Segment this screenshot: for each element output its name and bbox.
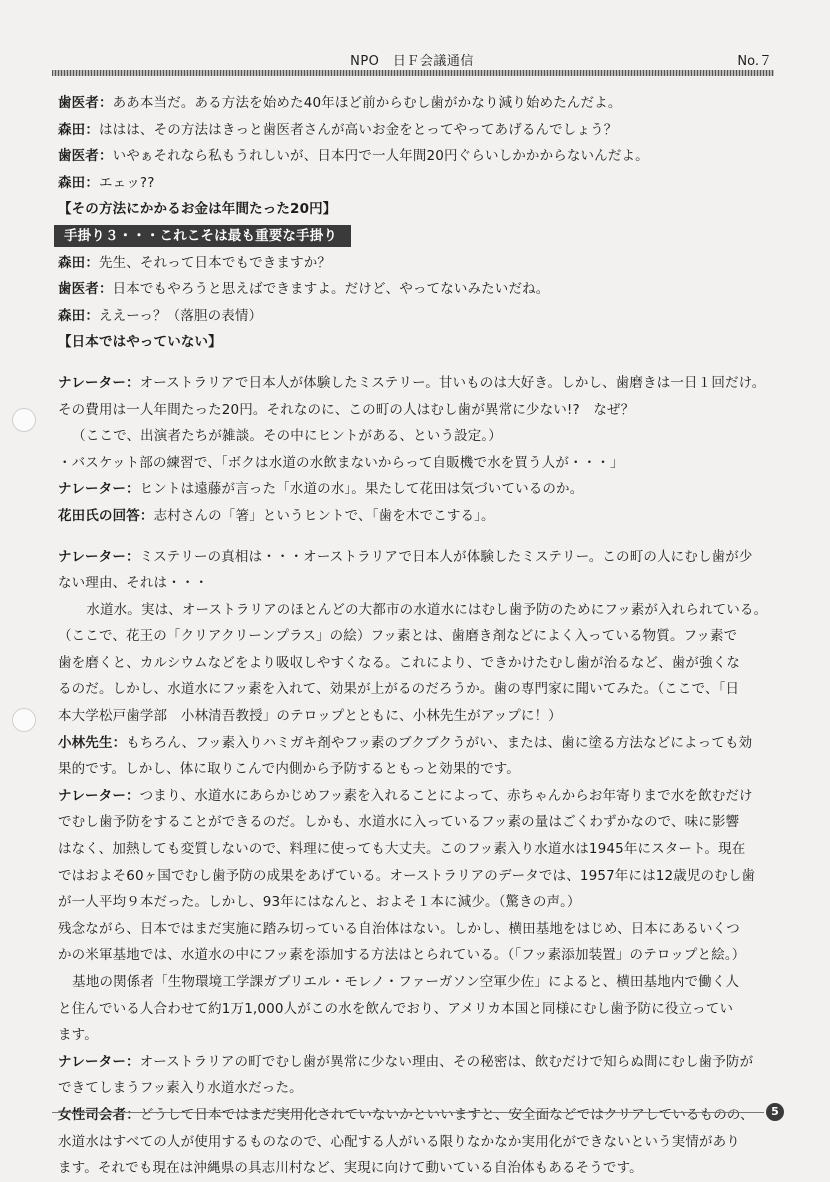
narration-line: 歯を磨くと、カルシウムなどをより吸収しやすくなる。これにより、できかけたむし歯が治るなど、歯が強くな [58,654,741,671]
basket-line: ・バスケット部の練習で、「ボクは水道の水飲まないからって自販機で水を買う人が・・・」 [58,454,624,471]
narration-line: ナレーター：つまり、水道水にあらかじめフッ素を入れることによって、赤ちゃんからお年寄りまで水を飲むだけ [58,787,753,804]
newsletter-title: NPO 日Ｆ会議通信 [350,54,474,69]
hanada-answer: 花田氏の回答：志村さんの「箸」というヒントで、「歯を木でこする」。 [58,507,495,524]
narration-line: できてしまうフッ素入り水道水だった。 [58,1080,303,1097]
narration-line: ではおよそ60ヶ国でむし歯予防の成果をあげている。オーストラリアのデータでは、1957年には12歳児のむし歯 [58,867,756,884]
narration-line: （ここで、出演者たちが雑談。その中にヒントがある、という設定。） [72,428,502,445]
kobayashi-line: 小林先生：もちろん、フッ素入りハミガキ剤やフッ素のブクブクうがい、または、歯に塗る方法などによっても効 [58,734,753,751]
narration-line: その費用は一人年間たった20円。それなのに、この町の人はむし歯が異常に少ない!? なぜ？ [58,401,635,418]
narration-line: 水道水。実は、オーストラリアのほとんどの大都市の水道水にはむし歯予防のためにフッ素が入れられている。 [86,601,768,618]
punch-hole-top [12,408,36,432]
narration-line: でむし歯予防をすることができるのだ。しかも、水道水に入っているフッ素の量はごくわずかなので、味に影響 [58,814,740,831]
page-number: 5 [766,1103,784,1121]
clue-banner: 手掛り３・・・これこそは最も重要な手掛り [54,225,351,247]
narration-line: 本大学松戸歯学部 小林清吾教授」のテロップとともに、小林先生がアップに！） [58,708,562,725]
header-rule [52,70,774,76]
dialogue-line: 森田：先生、それって日本でもできますか？ [58,254,332,271]
narration-line: ない理由、それは・・・ [58,575,209,592]
dialogue-line: 森田：エェッ?? [58,174,155,191]
narration-line: るのだ。しかし、水道水にフッ素を入れて、効果が上がるのだろうか。歯の専門家に聞いてみた。（ここで、「日 [58,681,740,698]
narration-line: ナレーター：オーストラリアで日本人が体験したミステリー。甘いものは大好き。しかし、歯磨きは一日１回だけ。 [58,374,766,391]
narration-line: ナレーター：オーストラリアの町でむし歯が異常に少ない理由、その秘密は、飲むだけで知らぬ間にむし歯予防が [58,1053,754,1070]
narration-line: ます。 [58,1027,98,1044]
narration-line: が一人平均９本だった。しかし、93年にはなんと、およそ１本に減少。（驚きの声。） [58,894,581,911]
narration-line: ナレーター：ミステリーの真相は・・・オーストラリアで日本人が体験したミステリー。この町の人にむし歯が少 [58,548,753,565]
footer-rule [52,1112,764,1113]
narration-line: かの米軍基地では、水道水の中にフッ素を添加する方法はとられている。（「フッ素添加装置」のテロップと絵。） [58,947,746,964]
host-line: 女性司会者：どうして日本ではまだ実用化されていないかといいますと、安全面などではクリアしているものの、 [58,1106,754,1123]
dialogue-line: 森田：ええーっ？（落胆の表情） [58,307,263,324]
issue-number: No.７ [737,54,772,69]
kobayashi-line: 果的です。しかし、体に取りこんで内側から予防するともっと効果的です。 [58,761,520,778]
punch-hole-bottom [12,708,36,732]
narration-line: と住んでいる人合わせて約1万1,000人がこの水を飲んでおり、アメリカ本国と同様にむし歯予防に役立ってい [58,1000,734,1017]
dialogue-line: 歯医者：ああ本当だ。ある方法を始めた40年ほど前からむし歯がかなり減り始めたんだよ。 [58,95,622,111]
summary-note: 【日本ではやっていない】 [58,334,222,351]
dialogue-line: 森田：ははは、その方法はきっと歯医者さんが高いお金をとってやってあげるんでしょう？ [58,121,618,138]
dialogue-line: 歯医者：日本でもやろうと思えばできますよ。だけど、やってないみたいだね。 [58,281,550,298]
host-line: ます。それでも現在は沖縄県の具志川村など、実現に向けて動いている自治体もあるそうです。 [58,1160,643,1177]
article-body [58,90,772,1182]
summary-note: 【その方法にかかるお金は年間たった20円】 [58,201,337,218]
narration-line: 基地の関係者「生物環境工学課ガブリエル・モレノ・ファーガソン空軍少佐」によると、横田基地内で働く人 [72,974,740,990]
narration-line: はなく、加熱しても変質しないので、料理に使っても大丈夫。このフッ素入り水道水は1945年にスタート。現在 [58,841,746,858]
dialogue-line: 歯医者：いやぁそれなら私もうれしいが、日本円で一人年間20円ぐらいしかかからないんだよ。 [58,148,649,165]
narration-line: ナレーター：ヒントは遠藤が言った「水道の水」。果たして花田は気づいているのか。 [58,481,584,498]
narration-line: （ここで、花王の「クリアクリーンプラス」の絵）フッ素とは、歯磨き剤などによく入っている物質。フッ素で [58,628,738,645]
narration-line: 残念ながら、日本ではまだ実施に踏み切っている自治体はない。しかし、横田基地をはじめ、日本にあるいくつ [58,920,740,937]
host-line: 水道水はすべての人が使用するものなので、心配する人がいる限りなかなか実用化ができないという実情があり [58,1133,740,1150]
